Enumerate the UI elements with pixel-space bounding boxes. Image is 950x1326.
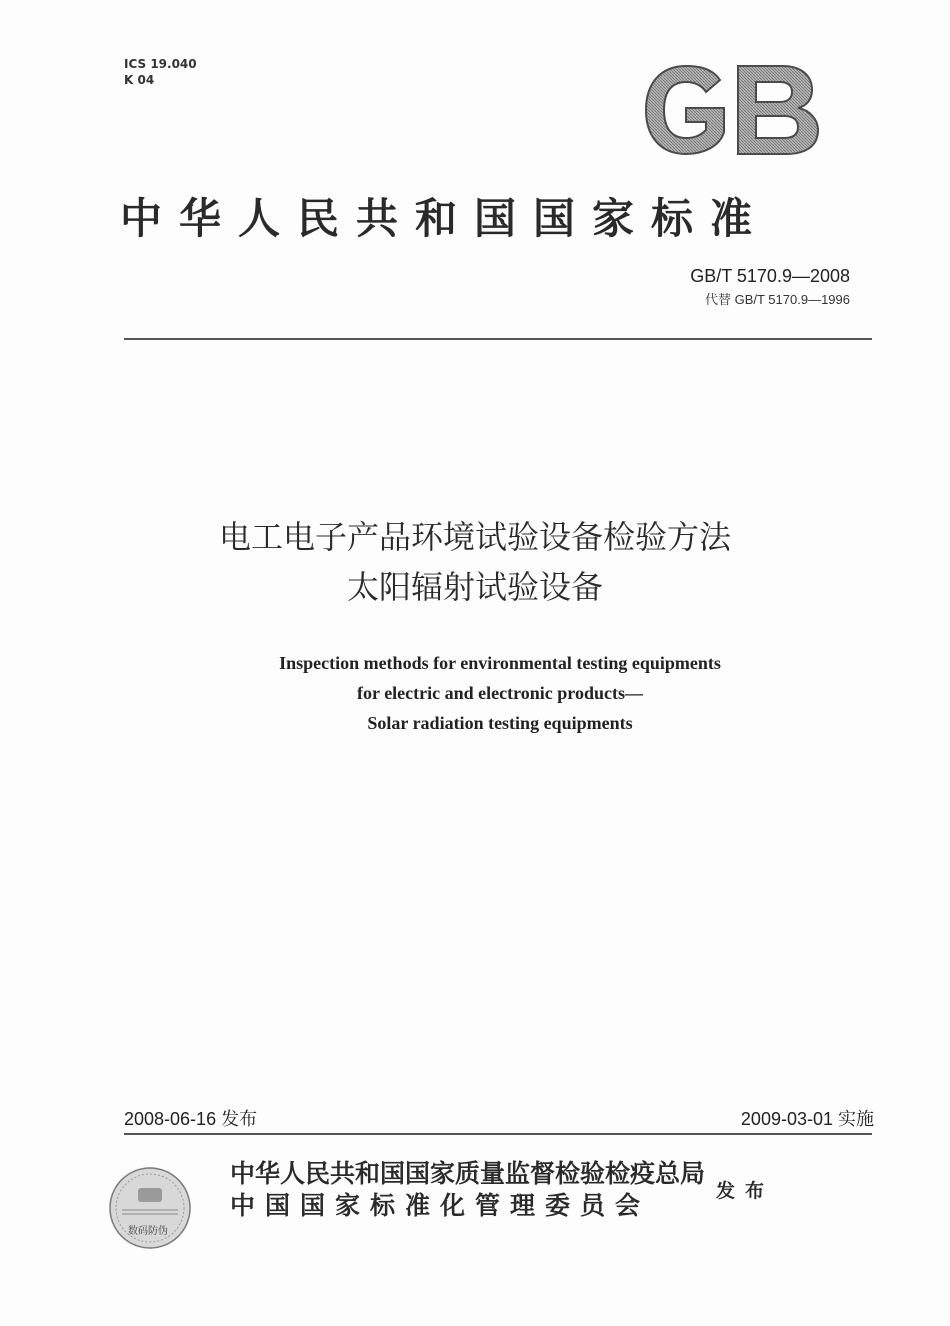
chinese-title [0, 512, 950, 612]
seal-text: 数码防伪 [128, 1226, 168, 1237]
english-title-line2: for electric and electronic products— [357, 683, 643, 703]
implementation-date: 2009-03-01 实施 [740, 1109, 874, 1129]
anti-counterfeit-seal-icon [108, 1166, 192, 1250]
issuing-authorities [230, 1158, 705, 1222]
issue-date: 2008-06-16 发布 [124, 1109, 258, 1129]
standard-category-title: 中华人民共和国国家标准 [120, 194, 770, 243]
classification-codes [124, 56, 197, 88]
english-title-line1: Inspection methods for environmental testing equipments [279, 653, 721, 673]
publish-label: 发布 [716, 1180, 775, 1202]
standard-number-block [690, 266, 850, 308]
issuer-aqsiq: 中华人民共和国国家质量监督检验检疫总局 [230, 1159, 706, 1188]
english-title-line3: Solar radiation testing equipments [367, 713, 633, 733]
class-code: K 04 [124, 73, 155, 87]
chinese-title-line2: 太阳辐射试验设备 [346, 568, 603, 606]
ics-code: ICS 19.040 [124, 57, 197, 71]
header-divider [124, 338, 872, 340]
footer-divider [124, 1133, 872, 1135]
english-title [0, 648, 950, 738]
issuer-sac: 中国国家标准化管理委员会 [230, 1191, 651, 1220]
gb-logo-icon [642, 62, 822, 158]
chinese-title-line1: 电工电子产品环境试验设备检验方法 [218, 518, 731, 556]
standard-number: GB/T 5170.9—2008 [690, 266, 850, 286]
replaces-standard: 代替 GB/T 5170.9—1996 [704, 292, 850, 307]
